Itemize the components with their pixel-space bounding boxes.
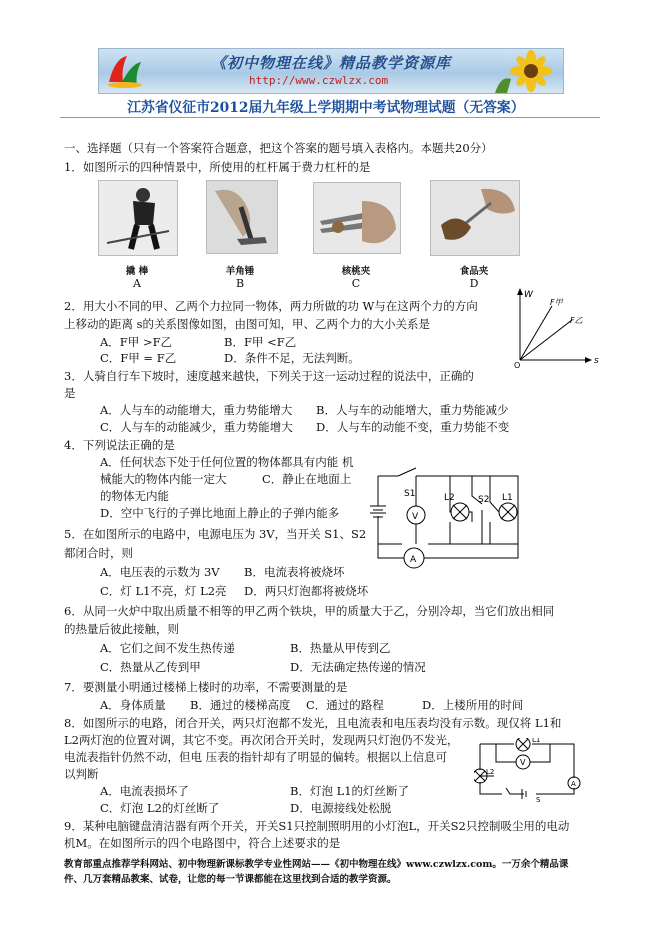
q3-option-a: A．人与车的动能增大，重力势能增大 <box>100 403 293 417</box>
q9-line1: 9．某种电脑键盘清洁器有两个开关，开关S1只控制照明用的小灯泡L，开关S2只控制吸尘用的电动 <box>64 819 570 833</box>
footer-line2: 件、几万套精品教案、试卷，让您的每一节课都能在这里找到合适的教学资源。 <box>64 874 397 885</box>
q2-graph-s-label: s <box>594 356 599 366</box>
q5-voltmeter-label: V <box>412 512 419 522</box>
q1-caption-a: 撬 棒 <box>125 266 149 277</box>
q5-label-l1: L1 <box>502 493 513 503</box>
q2-option-c: C．F甲 = F乙 <box>100 351 177 365</box>
q5-line1: 5．在如图所示的电路中，电源电压为 3V，当开关 S1、S2 <box>64 527 367 541</box>
q4-option-a-line1: A．任何状态下处于任何位置的物体都具有内能 机 <box>100 455 354 469</box>
q5-label-s1: S1 <box>404 489 416 499</box>
q8-line1: 8．如图所示的电路，闭合开关，两只灯泡都不发光，且电流表和电压表均没有示数。现仅将 L1和 <box>64 716 562 730</box>
q2-line2: 上移动的距离 s的关系图像如图，由图可知，甲、乙两个力的大小关系是 <box>64 317 431 331</box>
site-banner <box>98 48 564 94</box>
q1-caption-d: 食品夹 <box>459 266 489 277</box>
q8-line2: L2两灯泡的位置对调，其它不变。再次闭合开关时，发现两只灯泡仍不发光， <box>64 733 459 747</box>
q7-option-d: D．上楼所用的时间 <box>422 698 524 712</box>
q8-option-a: A．电流表损坏了 <box>100 784 189 798</box>
q8-label-l1: L1 <box>532 738 541 744</box>
q5-option-a: A．电压表的示数为 3V <box>100 565 220 579</box>
q8-line4: 以判断 <box>64 767 99 781</box>
section-heading: 一、选择题（只有一个答案符合题意，把这个答案的题号填入表格内。本题共20分） <box>64 141 493 155</box>
q7-option-c: C．通过的路程 <box>306 698 384 712</box>
q6-option-c: C．热量从乙传到甲 <box>100 660 201 674</box>
q2-work-distance-graph <box>508 286 600 370</box>
q2-option-b: B．F甲 <F乙 <box>224 335 297 349</box>
q6-option-d: D．无法确定热传递的情况 <box>290 660 426 674</box>
site-logo-icon <box>105 52 145 90</box>
q2-graph-origin: O <box>514 361 521 370</box>
q3-option-b: B．人与车的动能增大，重力势能减少 <box>316 403 509 417</box>
q4-option-d: D．空中飞行的子弹比地面上静止的子弹内能多 <box>100 506 340 520</box>
q9-line2: 机M。在如图所示的四个电路图中，符合上述要求的是 <box>64 836 341 850</box>
banner-title: 《初中物理在线》精品教学资源库 <box>211 54 452 72</box>
q1-caption-c: 核桃夹 <box>341 266 371 277</box>
page-title: 江苏省仪征市2012届九年级上学期期中考试物理试题（无答案） <box>127 100 525 116</box>
q1-letter-a: A <box>133 277 141 290</box>
q1-pic-crowbar <box>98 180 178 256</box>
q7-stem: 7．要测量小明通过楼梯上楼时的功率，不需要测量的是 <box>64 680 348 694</box>
q5-option-d: D．两只灯泡都将被烧坏 <box>244 584 369 598</box>
q7-option-b: B．通过的楼梯高度 <box>190 698 291 712</box>
q1-pic-claw-hammer <box>206 180 278 254</box>
q8-option-d: D．电源接线处松脱 <box>290 801 392 815</box>
q3-line2: 是 <box>64 386 76 400</box>
q4-option-c: C．静止在地面上 <box>262 472 352 486</box>
q3-line1: 3．人骑自行车下坡时，速度越来越快，下列关于这一运动过程的说法中，正确的 <box>64 369 474 383</box>
q3-option-c: C．人与车的动能减少，重力势能增大 <box>100 420 293 434</box>
q1-letter-d: D <box>469 277 479 290</box>
q5-option-c: C．灯 L1不亮，灯 L2亮 <box>100 584 227 598</box>
q8-switch-label: S <box>536 796 541 802</box>
q4-option-a-line2: 械能大的物体内能一定大 <box>100 472 227 486</box>
q8-option-c: C．灯泡 L2的灯丝断了 <box>100 801 220 815</box>
q4-stem: 4．下列说法正确的是 <box>64 438 175 452</box>
q1-pic-nutcracker <box>313 182 401 254</box>
q6-option-b: B．热量从甲传到乙 <box>290 641 391 655</box>
q5-option-b: B．电流表将被烧坏 <box>244 565 345 579</box>
q2-option-a: A．F甲 >F乙 <box>100 335 173 349</box>
q1-caption-b: 羊角锤 <box>225 266 255 277</box>
q3-option-d: D．人与车的动能不变，重力势能不变 <box>316 420 510 434</box>
q2-option-d: D．条件不足，无法判断。 <box>224 351 360 365</box>
q2-graph-f1-label: F甲 <box>550 298 563 307</box>
q6-line2: 的热量后彼此接触，则 <box>64 622 179 636</box>
q8-voltmeter-label: V <box>520 758 526 767</box>
q1-pic-food-tongs <box>430 180 520 256</box>
q5-label-s2: S2 <box>478 495 490 505</box>
q2-graph-w-label: W <box>524 290 533 300</box>
q6-line1: 6．从同一火炉中取出质量不相等的甲乙两个铁块，甲的质量大于乙，分别冷却，当它们放出相同 <box>64 604 555 618</box>
q1-letter-b: B <box>235 277 245 290</box>
footer-line1: 教育部重点推荐学科网站、初中物理新课标教学专业性网站——《初中物理在线》www.czwlzx.com。一万余个精品课 <box>64 859 569 870</box>
q8-label-l2: L2 <box>486 768 495 776</box>
sunflower-icon <box>491 49 563 93</box>
q8-line3: 电流表指针仍然不动，但电 压表的指针却有了明显的偏转。根据以上信息可 <box>64 750 448 764</box>
q8-ammeter-label: A <box>571 780 576 788</box>
q5-circuit-diagram <box>364 462 534 574</box>
q5-line2: 都闭合时，则 <box>64 546 133 560</box>
q1-stem: 1．如图所示的四种情景中，所使用的杠杆属于费力杠杆的是 <box>64 160 371 174</box>
q8-option-b: B．灯泡 L1的灯丝断了 <box>290 784 410 798</box>
q5-ammeter-label: A <box>410 555 417 565</box>
q4-option-b: 的物体无内能 <box>100 489 169 503</box>
q5-label-l2: L2 <box>444 493 455 503</box>
q2-line1: 2．用大小不同的甲、乙两个力拉同一物体，两力所做的功 W与在这两个力的方向 <box>64 299 478 313</box>
q6-option-a: A．它们之间不发生热传递 <box>100 641 235 655</box>
q8-circuit-diagram <box>474 738 582 802</box>
q7-option-a: A．身体质量 <box>100 698 166 712</box>
q2-graph-f2-label: F乙 <box>570 316 583 325</box>
banner-url: http://www.czwlzx.com <box>249 74 389 87</box>
q1-letter-c: C <box>351 277 361 290</box>
title-divider <box>60 117 600 118</box>
